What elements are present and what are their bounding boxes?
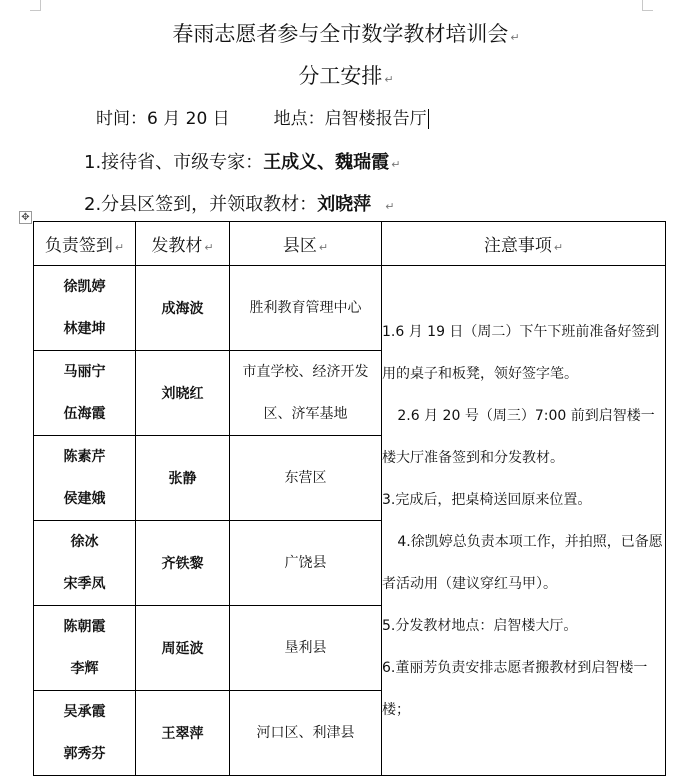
distributor-cell: 成海波 (136, 266, 230, 351)
table-row (34, 266, 666, 351)
county-cell: 垦利县 (230, 606, 382, 691)
distributor-cell: 周延波 (136, 606, 230, 691)
county-cell: 东营区 (230, 436, 382, 521)
county-cell: 河口区、利津县 (230, 691, 382, 776)
page-corner-mark-top-right (642, 0, 653, 11)
header-cell-county: 县区 ↵ (230, 222, 382, 266)
time-place-line[interactable] (96, 104, 429, 129)
county-cell: 胜利教育管理中心 (230, 266, 382, 351)
paragraph-mark: ↵ (510, 31, 520, 44)
header-cell-signin: 负责签到 ↵ (34, 222, 136, 266)
paragraph-mark: ↵ (385, 200, 395, 213)
note-item: 3.完成后，把桌椅送回原来位置。 (382, 491, 592, 508)
signin-line (84, 190, 394, 216)
distributor-cell: 刘晓红 (136, 351, 230, 436)
document-title-text: 春雨志愿者参与全市数学教材培训会 (172, 22, 509, 46)
reception-line (84, 148, 400, 174)
signer-cell: 马丽宁 伍海霞 (34, 351, 136, 436)
place-text: 地点：启智楼报告厅 (273, 109, 427, 129)
note-item: 5.分发教材地点：启智楼大厅。 (382, 617, 578, 634)
text-cursor (428, 109, 429, 129)
paragraph-mark: ↵ (384, 73, 394, 86)
signin-names: 刘晓萍 (317, 194, 372, 215)
signer-cell: 陈朝霞 李辉 (34, 606, 136, 691)
reception-label: 1.接待省、市级专家： (84, 152, 264, 173)
signer-cell: 徐冰 宋季凤 (34, 521, 136, 606)
reception-names: 王成义、魏瑞霞 (263, 152, 390, 173)
time-text: 时间：6 月 20 日 (96, 109, 230, 129)
header-cell-notes: 注意事项 ↵ (382, 222, 666, 266)
document-title (0, 18, 692, 48)
county-cell: 市直学校、经济开发区、济军基地 (230, 351, 382, 436)
county-cell: 广饶县 (230, 521, 382, 606)
signer-cell: 吴承霞 郭秀芬 (34, 691, 136, 776)
signer-cell: 陈素芹 侯建娥 (34, 436, 136, 521)
paragraph-mark: ↵ (391, 158, 401, 171)
note-item: 1.6 月 19 日（周二）下午下班前准备好签到用的桌子和板凳，领好签字笔。 (382, 323, 660, 382)
note-item: 2.6 月 20 号（周三）7:00 前到启智楼一楼大厅准备签到和分发教材。 (382, 407, 655, 466)
notes-cell (382, 266, 666, 776)
header-cell-distribute: 发教材 ↵ (136, 222, 230, 266)
table-header-row (34, 222, 666, 266)
note-item: 4.徐凯婷总负责本项工作，并拍照，已备愿者活动用（建议穿红马甲）。 (382, 533, 663, 592)
distributor-cell: 齐铁黎 (136, 521, 230, 606)
note-item: 6.董丽芳负责安排志愿者搬教材到启智楼一楼； (382, 659, 648, 718)
document-subtitle-text: 分工安排 (298, 64, 383, 88)
distributor-cell: 张静 (136, 436, 230, 521)
document-subtitle (0, 60, 692, 90)
distributor-cell: 王翠萍 (136, 691, 230, 776)
signin-label: 2.分县区签到，并领取教材： (84, 194, 318, 215)
table-move-handle-icon[interactable]: ✥ (19, 211, 32, 224)
signer-cell: 徐凯婷 林建坤 (34, 266, 136, 351)
assignment-table (33, 221, 666, 776)
page-corner-mark-top-left (30, 0, 41, 11)
